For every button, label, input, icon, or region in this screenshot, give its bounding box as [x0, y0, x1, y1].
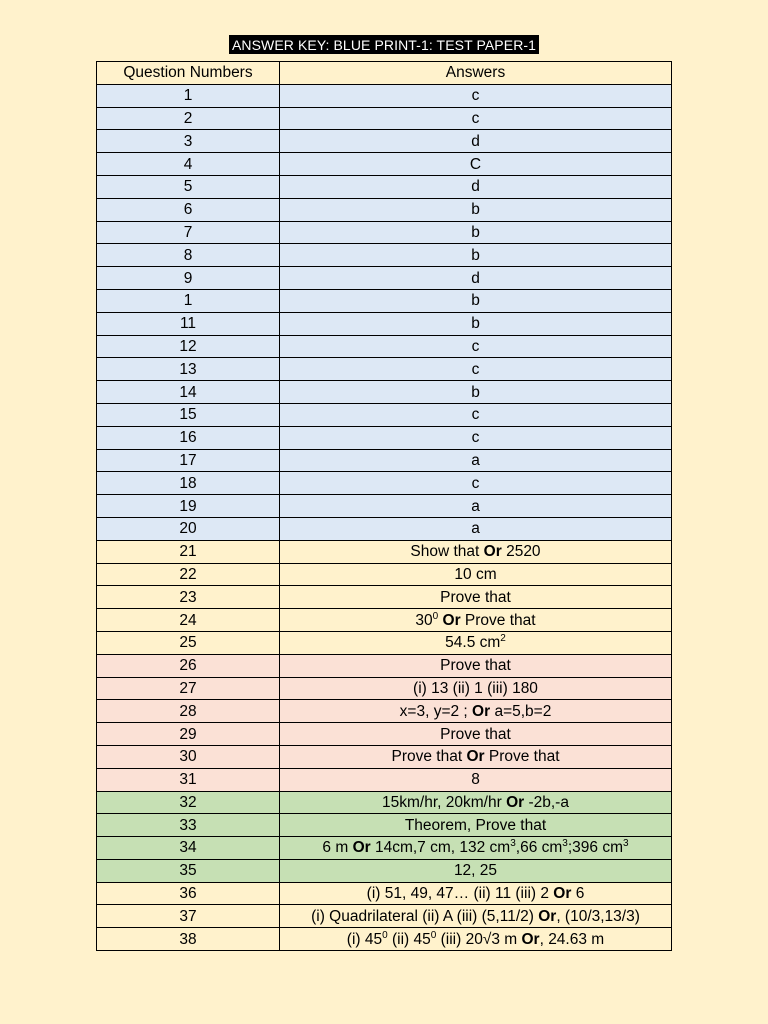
table-row	[97, 198, 672, 221]
answer-cell	[280, 403, 672, 426]
answer-text: C	[469, 155, 482, 173]
answer-cell	[280, 198, 672, 221]
answer-text: b	[471, 201, 480, 219]
header-row	[97, 62, 672, 85]
answer-text: 10 cm	[454, 565, 497, 583]
answer-cell	[280, 130, 672, 153]
answer-text: ;396 cm	[567, 839, 623, 857]
table-row	[97, 517, 672, 540]
table-row	[97, 107, 672, 130]
question-number-cell: 33	[97, 814, 280, 837]
answer-cell	[280, 654, 672, 677]
table-row	[97, 495, 672, 518]
table-row	[97, 586, 672, 609]
answer-text: c	[471, 474, 480, 492]
question-number-cell: 36	[97, 882, 280, 905]
answer-text: ,66 cm	[515, 839, 563, 857]
table-row	[97, 882, 672, 905]
answer-text: (i) 45	[346, 930, 383, 948]
question-number-cell: 25	[97, 631, 280, 654]
question-number-cell: 3	[97, 130, 280, 153]
answer-text: 8	[471, 771, 480, 789]
question-number-cell: 32	[97, 791, 280, 814]
answer-cell	[280, 107, 672, 130]
answer-text: 2520	[501, 543, 541, 561]
answer-text: Prove that	[391, 748, 467, 766]
answer-text: Prove that	[460, 611, 536, 629]
or-separator: Or	[352, 839, 371, 857]
question-number-cell: 30	[97, 745, 280, 768]
answer-text: c	[471, 337, 480, 355]
title-wrapper	[0, 35, 768, 55]
answer-cell	[280, 768, 672, 791]
table-row	[97, 723, 672, 746]
table-row	[97, 677, 672, 700]
answer-cell	[280, 244, 672, 267]
answer-cell	[280, 905, 672, 928]
answer-text: 6 m	[322, 839, 353, 857]
answer-text: 54.5 cm	[445, 634, 501, 652]
header-question-numbers: Question Numbers	[97, 62, 280, 85]
answer-text: d	[471, 178, 480, 196]
question-number-cell: 38	[97, 928, 280, 951]
answer-cell	[280, 723, 672, 746]
answer-text: b	[471, 246, 480, 264]
question-number-cell: 1	[97, 84, 280, 107]
table-row	[97, 654, 672, 677]
table-row	[97, 745, 672, 768]
answer-text: Prove that	[440, 588, 511, 606]
answer-key-body	[97, 62, 672, 951]
answer-cell	[280, 837, 672, 860]
answer-text: a	[471, 451, 480, 469]
question-number-cell: 28	[97, 700, 280, 723]
question-number-cell: 31	[97, 768, 280, 791]
question-number-cell: 21	[97, 540, 280, 563]
answer-text: (iii) 20√3 m	[436, 930, 522, 948]
table-row	[97, 289, 672, 312]
answer-text: Theorem, Prove that	[404, 816, 547, 834]
answer-cell	[280, 175, 672, 198]
answer-cell	[280, 153, 672, 176]
table-row	[97, 905, 672, 928]
or-separator: Or	[506, 793, 525, 811]
answer-cell	[280, 791, 672, 814]
question-number-cell: 20	[97, 517, 280, 540]
or-separator: Or	[442, 611, 461, 629]
superscript: 0	[382, 929, 388, 941]
question-number-cell: 17	[97, 449, 280, 472]
question-number-cell: 12	[97, 335, 280, 358]
table-row	[97, 358, 672, 381]
question-number-cell: 27	[97, 677, 280, 700]
answer-text: c	[471, 406, 480, 424]
answer-text: a	[471, 520, 480, 538]
table-row	[97, 221, 672, 244]
answer-text: Prove that	[440, 657, 511, 675]
answer-text: a	[471, 497, 480, 515]
table-row	[97, 700, 672, 723]
table-row	[97, 540, 672, 563]
question-number-cell: 7	[97, 221, 280, 244]
question-number-cell: 34	[97, 837, 280, 860]
answer-text: -2b,-a	[524, 793, 569, 811]
answer-text: d	[471, 269, 480, 287]
question-number-cell: 26	[97, 654, 280, 677]
answer-text: c	[471, 87, 480, 105]
question-number-cell: 1	[97, 289, 280, 312]
answer-cell	[280, 700, 672, 723]
table-row	[97, 768, 672, 791]
table-row	[97, 267, 672, 290]
answer-text: c	[471, 109, 480, 127]
superscript: 0	[432, 610, 439, 622]
answer-text: (i) 51, 49, 47… (ii) 11 (iii) 2	[366, 885, 554, 903]
answer-text: 12, 25	[453, 862, 498, 880]
answer-key-table	[96, 61, 672, 951]
question-number-cell: 24	[97, 609, 280, 632]
table-row	[97, 631, 672, 654]
answer-text: (ii) 45	[387, 930, 431, 948]
answer-cell	[280, 472, 672, 495]
answer-text: 6	[571, 885, 585, 903]
table-row	[97, 335, 672, 358]
or-separator: Or	[472, 702, 491, 720]
answer-cell	[280, 426, 672, 449]
answer-text: b	[471, 223, 480, 241]
superscript: 3	[623, 838, 629, 850]
or-separator: Or	[466, 748, 485, 766]
answer-text: (i) 13 (ii) 1 (iii) 180	[413, 679, 538, 697]
answer-cell	[280, 563, 672, 586]
question-number-cell: 13	[97, 358, 280, 381]
question-number-cell: 16	[97, 426, 280, 449]
or-separator: Or	[521, 930, 540, 948]
table-row	[97, 449, 672, 472]
answer-cell	[280, 609, 672, 632]
table-row	[97, 381, 672, 404]
answer-text: Show that	[410, 543, 484, 561]
answer-cell	[280, 882, 672, 905]
superscript: 3	[562, 838, 568, 850]
answer-text: 30	[415, 611, 433, 629]
question-number-cell: 37	[97, 905, 280, 928]
question-number-cell: 9	[97, 267, 280, 290]
question-number-cell: 14	[97, 381, 280, 404]
table-row	[97, 859, 672, 882]
superscript: 2	[500, 633, 506, 645]
answer-cell	[280, 267, 672, 290]
table-row	[97, 130, 672, 153]
table-row	[97, 175, 672, 198]
table-row	[97, 814, 672, 837]
answer-cell	[280, 335, 672, 358]
answer-text: c	[471, 360, 480, 378]
question-number-cell: 35	[97, 859, 280, 882]
answer-cell	[280, 859, 672, 882]
question-number-cell: 15	[97, 403, 280, 426]
answer-cell	[280, 586, 672, 609]
table-row	[97, 312, 672, 335]
table-row	[97, 153, 672, 176]
answer-text: Prove that	[440, 725, 511, 743]
answer-cell	[280, 84, 672, 107]
answer-cell	[280, 312, 672, 335]
answer-cell	[280, 814, 672, 837]
question-number-cell: 18	[97, 472, 280, 495]
superscript: 0	[430, 929, 437, 941]
table-row	[97, 84, 672, 107]
header-answers: Answers	[280, 62, 672, 85]
answer-cell	[280, 358, 672, 381]
or-separator: Or	[553, 885, 572, 903]
answer-cell	[280, 289, 672, 312]
question-number-cell: 29	[97, 723, 280, 746]
superscript: 3	[510, 838, 516, 850]
table-row	[97, 426, 672, 449]
answer-text: b	[471, 315, 480, 333]
answer-text: , 24.63 m	[539, 930, 605, 948]
table-row	[97, 791, 672, 814]
answer-cell	[280, 449, 672, 472]
table-row	[97, 472, 672, 495]
question-number-cell: 22	[97, 563, 280, 586]
answer-text: (i) Quadrilateral (ii) A (iii) (5,11/2)	[311, 907, 539, 925]
answer-cell	[280, 221, 672, 244]
answer-text: b	[471, 292, 480, 310]
table-row	[97, 563, 672, 586]
question-number-cell: 4	[97, 153, 280, 176]
answer-cell	[280, 540, 672, 563]
answer-cell	[280, 745, 672, 768]
answer-cell	[280, 495, 672, 518]
answer-cell	[280, 677, 672, 700]
answer-text: x=3, y=2 ;	[399, 702, 473, 720]
table-row	[97, 244, 672, 267]
answer-cell	[280, 631, 672, 654]
question-number-cell: 8	[97, 244, 280, 267]
question-number-cell: 5	[97, 175, 280, 198]
answer-text: b	[471, 383, 480, 401]
question-number-cell: 11	[97, 312, 280, 335]
question-number-cell: 2	[97, 107, 280, 130]
table-row	[97, 928, 672, 951]
table-row	[97, 837, 672, 860]
answer-text: c	[471, 429, 480, 447]
or-separator: Or	[483, 543, 502, 561]
answer-text: 14cm,7 cm, 132 cm	[370, 839, 511, 857]
table-row	[97, 609, 672, 632]
question-number-cell: 6	[97, 198, 280, 221]
table-row	[97, 403, 672, 426]
answer-cell	[280, 517, 672, 540]
answer-text: a=5,b=2	[490, 702, 552, 720]
answer-text: Prove that	[484, 748, 560, 766]
answer-cell	[280, 928, 672, 951]
page-title: ANSWER KEY: BLUE PRINT-1: TEST PAPER-1	[229, 35, 539, 54]
answer-cell	[280, 381, 672, 404]
or-separator: Or	[538, 907, 557, 925]
answer-text: , (10/3,13/3)	[556, 907, 640, 925]
answer-text: 15km/hr, 20km/hr	[382, 793, 507, 811]
question-number-cell: 23	[97, 586, 280, 609]
question-number-cell: 19	[97, 495, 280, 518]
answer-text: d	[471, 132, 480, 150]
